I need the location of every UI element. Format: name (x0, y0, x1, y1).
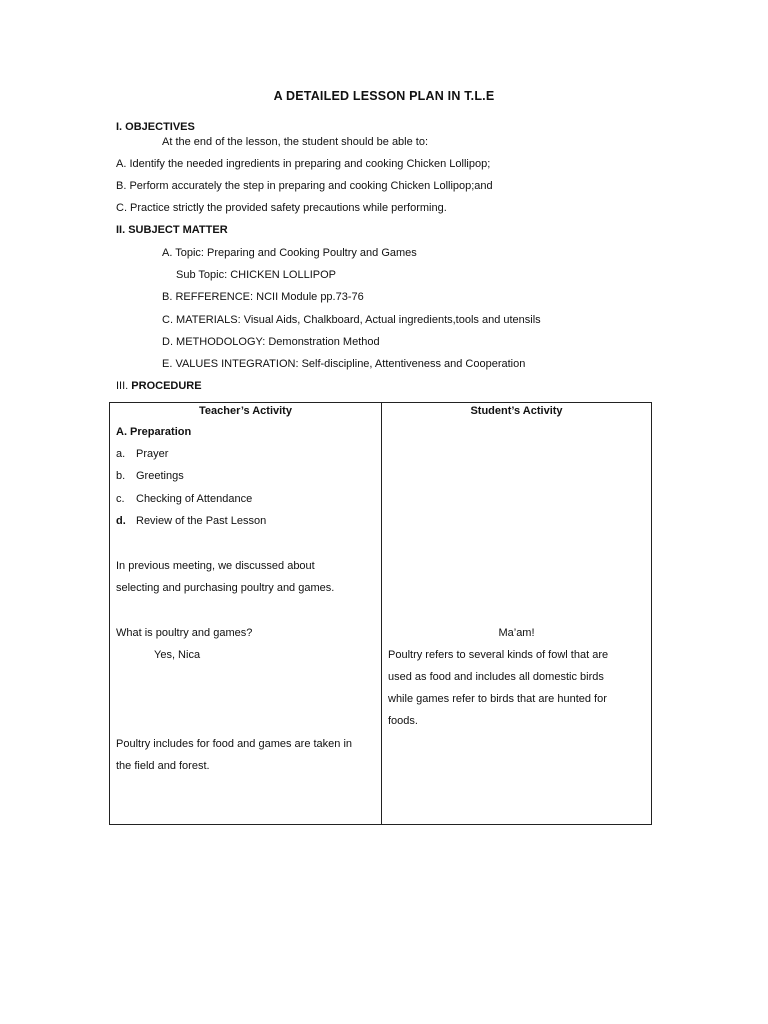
student-line: foods. (388, 715, 418, 727)
list-item (116, 515, 266, 527)
subject-methodology: D. METHODOLOGY: Demonstration Method (162, 336, 380, 348)
teacher-line: What is poultry and games? (116, 627, 253, 639)
objective-item: A. Identify the needed ingredients in preparing and cooking Chicken Lollipop; (116, 158, 491, 170)
procedure-heading-number: III. (116, 380, 129, 392)
document-title: A DETAILED LESSON PLAN IN T.L.E (273, 89, 495, 103)
teacher-line: selecting and purchasing poultry and games. (116, 582, 335, 594)
procedure-heading-label: PROCEDURE (131, 380, 202, 392)
subject-matter-heading: II. SUBJECT MATTER (116, 224, 228, 236)
preparation-heading: A. Preparation (116, 426, 192, 438)
objective-item: C. Practice strictly the provided safety precautions while performing. (116, 202, 447, 214)
student-line: used as food and includes all domestic birds (388, 671, 604, 683)
subject-values: E. VALUES INTEGRATION: Self-discipline, Attentiveness and Cooperation (162, 358, 526, 370)
list-item (116, 470, 184, 482)
teacher-line: Yes, Nica (154, 649, 201, 661)
list-item-label: Checking of Attendance (136, 493, 253, 505)
list-marker: c. (116, 493, 125, 505)
teacher-line: the field and forest. (116, 760, 210, 772)
list-item-label: Prayer (136, 448, 169, 460)
teacher-line: In previous meeting, we discussed about (116, 560, 315, 572)
student-line: Poultry refers to several kinds of fowl that are (388, 649, 609, 661)
student-line: Ma’am! (498, 627, 535, 639)
list-item-label: Greetings (136, 470, 184, 482)
objectives-heading: I. OBJECTIVES (116, 121, 195, 133)
student-line: while games refer to birds that are hunted for (388, 693, 607, 705)
list-item-label: Review of the Past Lesson (136, 515, 267, 527)
objectives-intro: At the end of the lesson, the student should be able to: (162, 136, 429, 148)
procedure-heading (116, 380, 202, 392)
column-divider (381, 403, 382, 824)
student-activity-header: Student’s Activity (470, 405, 563, 417)
subject-materials: C. MATERIALS: Visual Aids, Chalkboard, Actual ingredients,tools and utensils (162, 314, 541, 326)
subject-subtopic: Sub Topic: CHICKEN LOLLIPOP (176, 269, 336, 281)
activity-table (109, 402, 652, 825)
objective-item: B. Perform accurately the step in preparing and cooking Chicken Lollipop;and (116, 180, 493, 192)
list-item (116, 448, 168, 460)
list-marker: b. (116, 470, 126, 482)
teacher-line: Poultry includes for food and games are taken in (116, 738, 353, 750)
list-marker: a. (116, 448, 126, 460)
subject-reference: B. REFFERENCE: NCII Module pp.73-76 (162, 291, 364, 303)
list-item (116, 493, 252, 505)
list-marker: d. (116, 515, 126, 527)
teacher-activity-header: Teacher’s Activity (199, 405, 292, 417)
subject-topic: A. Topic: Preparing and Cooking Poultry and Games (162, 247, 417, 259)
